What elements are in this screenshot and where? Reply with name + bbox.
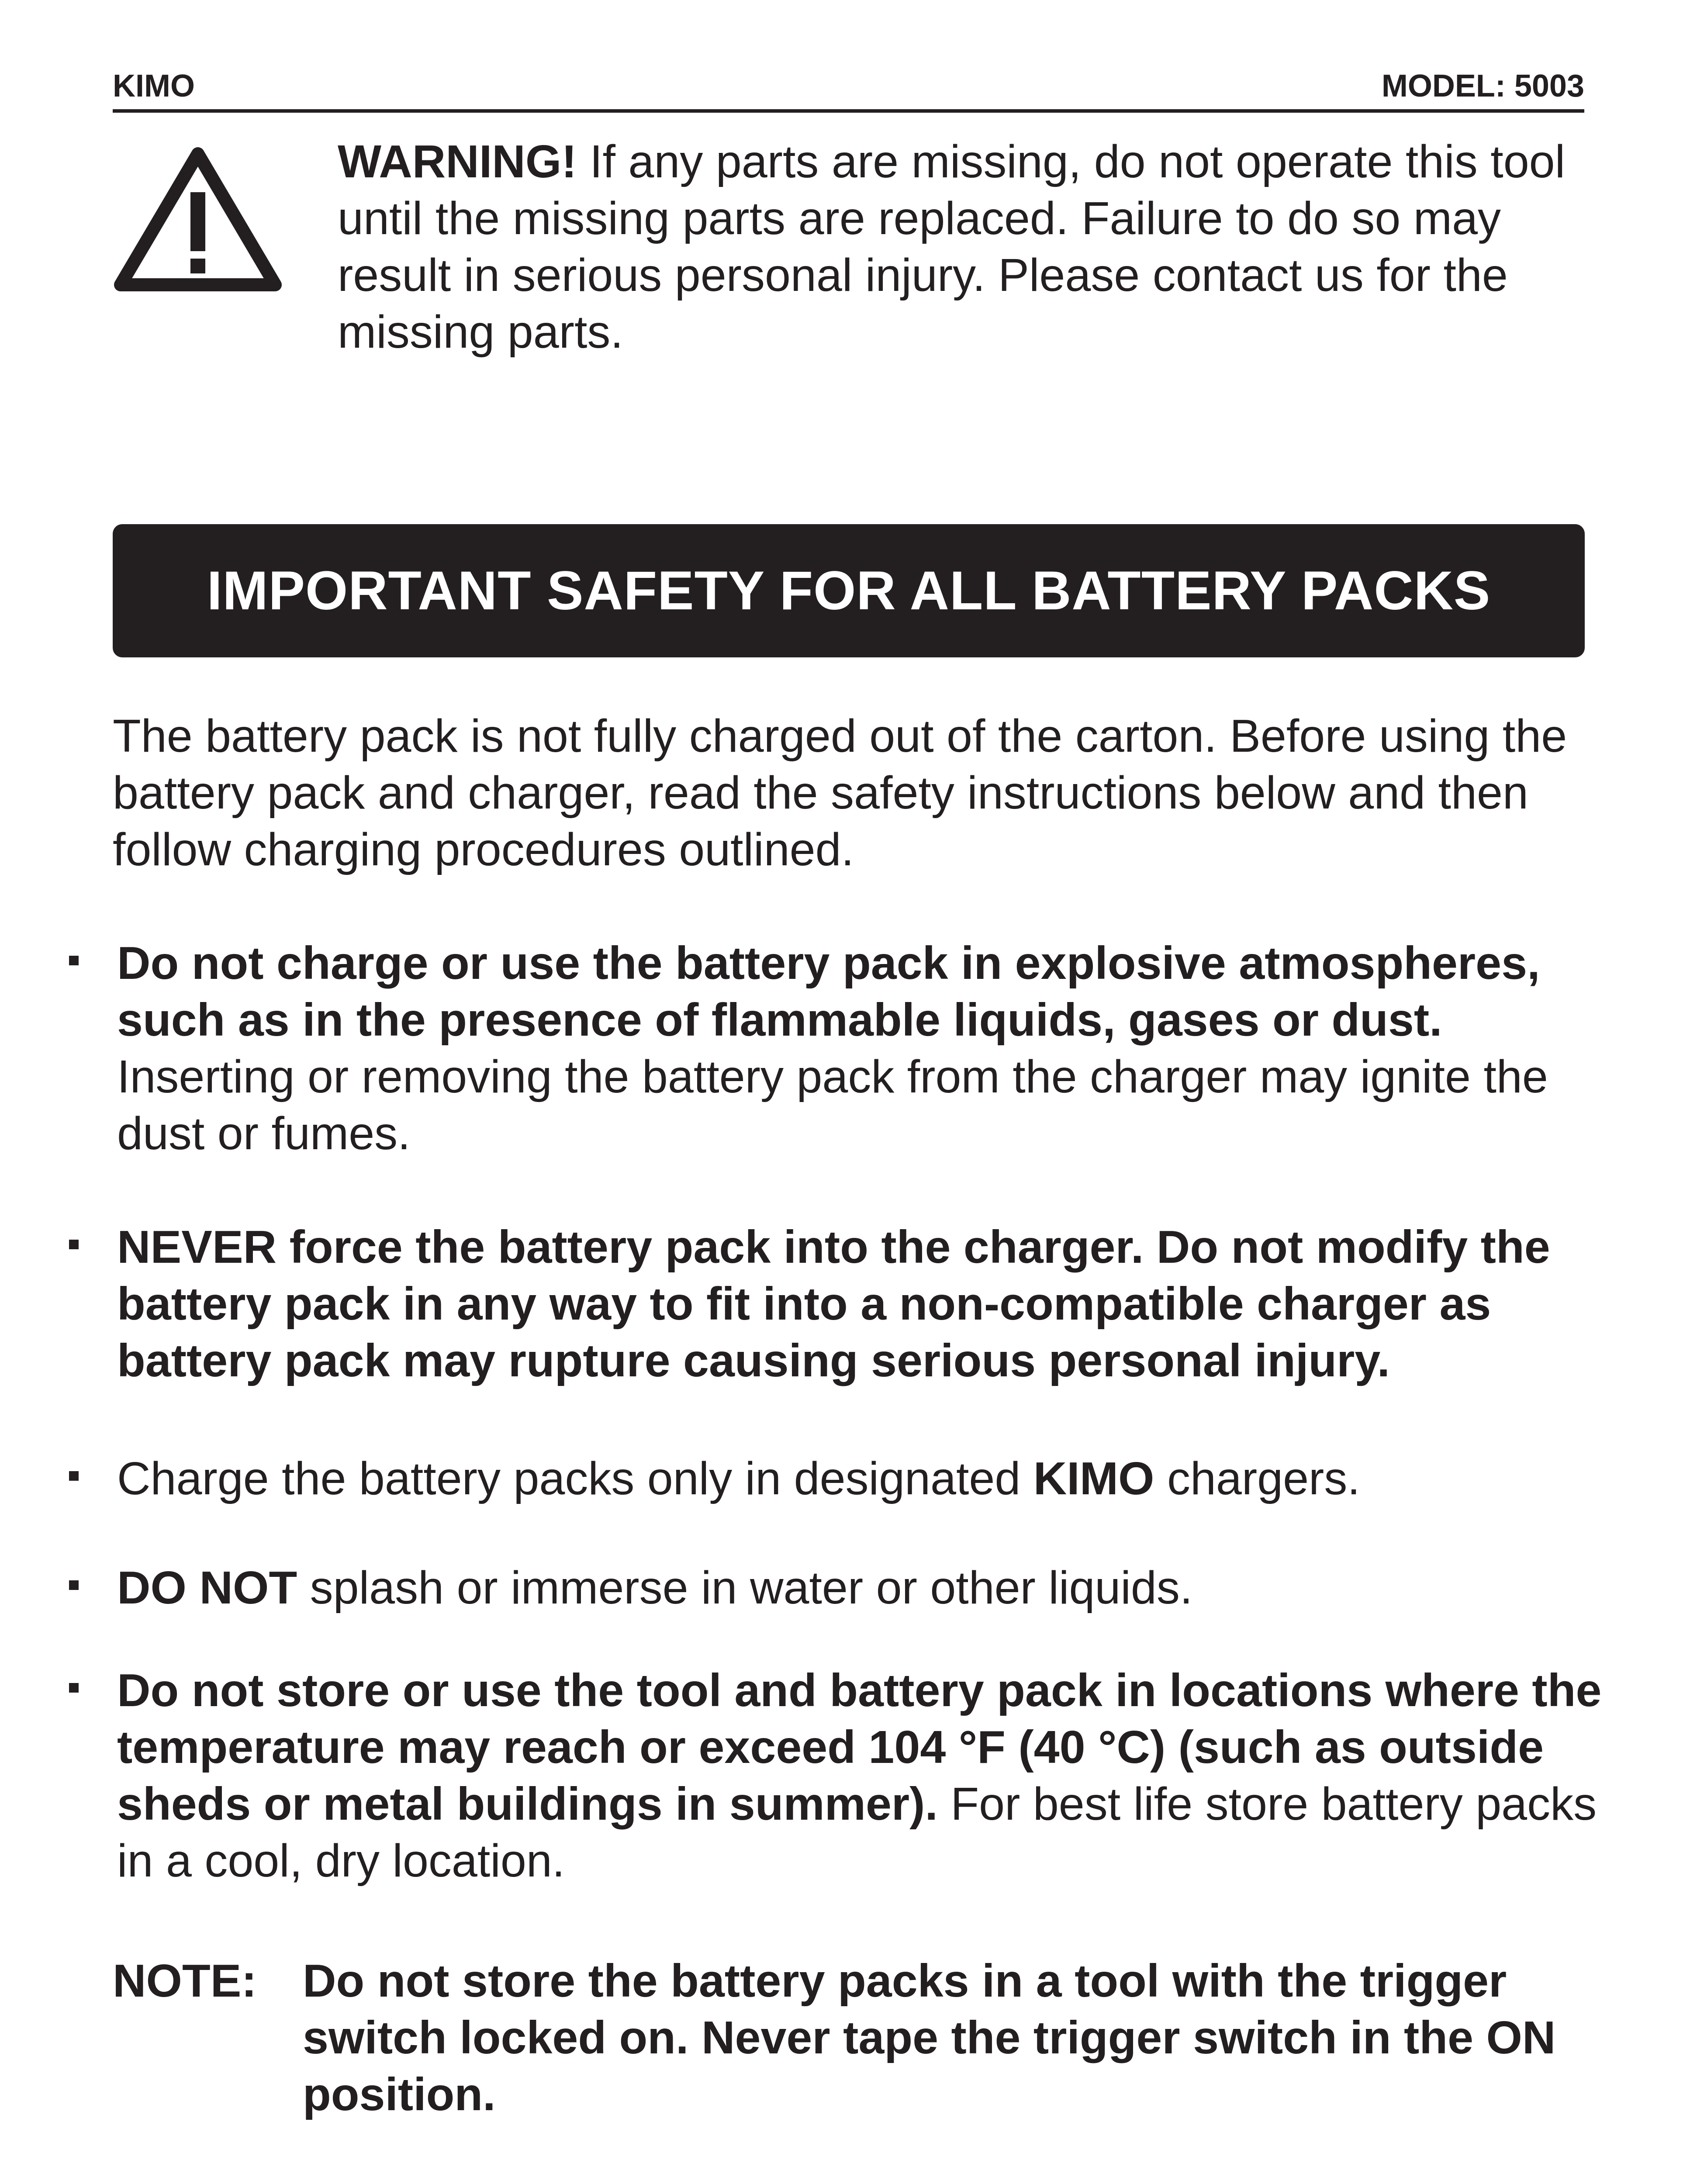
warning-message bbox=[338, 133, 1587, 360]
note-label: NOTE: bbox=[113, 1955, 257, 2007]
note-text: Do not store the battery packs in a tool with the trigger switch locked on. Never tape the trigger switch in the ON position. bbox=[303, 1955, 1556, 2120]
safety-item-normal-after: chargers. bbox=[1154, 1453, 1360, 1504]
safety-item-text bbox=[117, 1559, 1602, 1616]
safety-item-text bbox=[117, 1450, 1602, 1507]
section-banner bbox=[113, 524, 1585, 657]
brand-name: KIMO bbox=[113, 69, 195, 104]
safety-item-normal: For best life store battery packs in a cool, dry location. bbox=[117, 1778, 1597, 1887]
safety-item bbox=[117, 1662, 1602, 1889]
section-title: IMPORTANT SAFETY FOR ALL BATTERY PACKS bbox=[207, 560, 1491, 621]
safety-item bbox=[117, 935, 1602, 1162]
safety-item-bold: Do not charge or use the battery pack in explosive atmospheres, such as in the presence of flammable liquids, gases or dust. bbox=[117, 937, 1540, 1046]
safety-item-bold: Do not store or use the tool and battery pack in locations where the temperature may reach or exceed 104 °F (40 °C) (such as outside sheds or metal buildings in summer). bbox=[117, 1665, 1602, 1830]
safety-item-bold: KIMO bbox=[1033, 1453, 1154, 1504]
bullet-marker bbox=[69, 1240, 79, 1249]
model-number: MODEL: 5003 bbox=[1381, 69, 1584, 104]
warning-body: If any parts are missing, do not operate this tool until the missing parts are replaced. Failure to do so may result in serious personal injury. Please contact us for the missing parts. bbox=[338, 136, 1566, 358]
safety-item-text bbox=[117, 1662, 1602, 1889]
warning-label: WARNING! bbox=[338, 136, 577, 187]
safety-item bbox=[117, 1450, 1602, 1507]
bullet-marker bbox=[69, 1471, 79, 1481]
warning-triangle-icon bbox=[113, 144, 283, 297]
bullet-marker bbox=[69, 1580, 79, 1590]
safety-item bbox=[117, 1219, 1602, 1389]
intro-paragraph: The battery pack is not fully charged out of the carton. Before using the battery pack and charger, read the safety instructions below and then follow charging procedures outlined. bbox=[113, 710, 1567, 875]
safety-item-bold: DO NOT bbox=[117, 1562, 297, 1614]
safety-item-normal: Inserting or removing the battery pack from the charger may ignite the dust or fumes. bbox=[117, 1051, 1548, 1159]
bullet-marker bbox=[69, 956, 79, 965]
safety-item-text bbox=[117, 1219, 1602, 1389]
bullet-marker bbox=[69, 1683, 79, 1693]
safety-item-bold: NEVER force the battery pack into the charger. Do not modify the battery pack in any way to fit into a non-compatible charger as battery pack may rupture causing serious personal injury. bbox=[117, 1221, 1550, 1386]
safety-item bbox=[117, 1559, 1602, 1616]
page-header bbox=[113, 66, 1584, 113]
safety-item-normal: splash or immerse in water or other liquids. bbox=[297, 1562, 1193, 1614]
safety-item-text bbox=[117, 935, 1602, 1162]
safety-item-normal: Charge the battery packs only in designated bbox=[117, 1453, 1033, 1504]
